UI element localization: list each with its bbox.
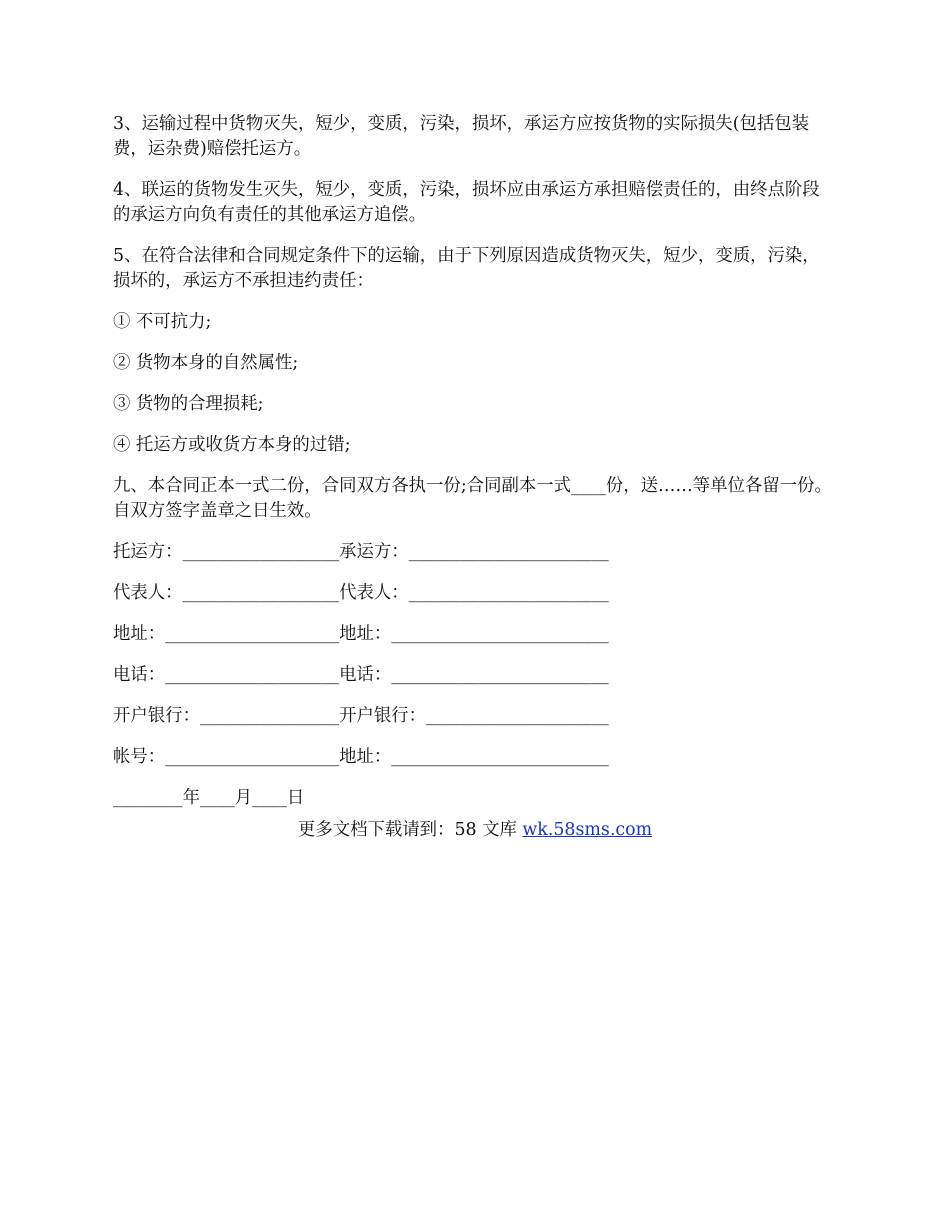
exemption-item-party-fault: ④ 托运方或收货方本身的过错; [113,435,351,455]
signature-row-address: 地址：____________________地址：_________________________ [113,624,609,644]
signature-block [113,540,837,811]
date-line: ________年____月____日 [113,788,305,808]
footer-text: 更多文档下载请到：58 文库 [297,820,523,840]
exemption-item-reasonable-loss: ③ 货物的合理损耗; [113,394,264,414]
clause-9-paragraph: 九、本合同正本一式二份，合同双方各执一份;合同副本一式____份，送……等单位各留一份。自双方签字盖章之日生效。 [113,476,832,521]
footer-link[interactable]: wk.58sms.com [522,820,653,840]
exemption-item-natural-property: ② 货物本身的自然属性; [113,353,299,373]
signature-row-bank: 开户银行：________________开户银行：_____________________ [113,706,609,726]
signature-row-phone: 电话：____________________电话：_________________________ [113,665,609,685]
document-body [113,112,837,827]
exemption-item-force-majeure: ① 不可抗力; [113,312,212,332]
clause-3-paragraph: 3、运输过程中货物灭失，短少，变质，污染，损坏，承运方应按货物的实际损失(包括包装费，运杂费)赔偿托运方。 [113,114,810,159]
signature-row-account: 帐号：____________________地址：_________________________ [113,747,609,767]
clause-4-paragraph: 4、联运的货物发生灭失，短少，变质，污染，损坏应由承运方承担赔偿责任的，由终点阶段的承运方向负有责任的其他承运方追偿。 [113,180,820,225]
clause-5-paragraph: 5、在符合法律和合同规定条件下的运输，由于下列原因造成货物灭失，短少，变质，污染，损坏的，承运方不承担违约责任： [113,246,820,291]
footer [0,818,950,843]
signature-row-consignor: 托运方：__________________承运方：_______________________ [113,542,609,562]
signature-row-representative: 代表人：__________________代表人：_______________________ [113,583,609,603]
